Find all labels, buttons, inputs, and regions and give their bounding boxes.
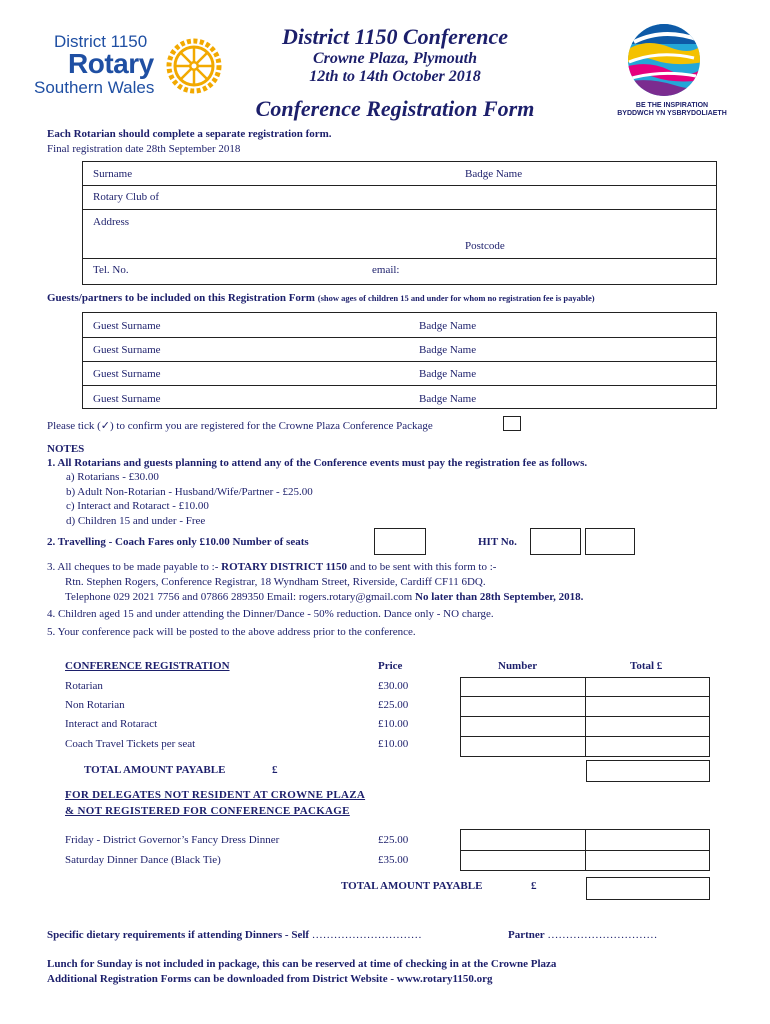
reg-item-price: £10.00 [378,718,409,730]
total-column-header: Total £ [630,660,663,672]
rotary-club-field[interactable]: Rotary Club of [93,191,159,203]
number-column-header: Number [498,660,538,672]
delegates-heading-2: & NOT REGISTERED FOR CONFERENCE PACKAGE [65,805,350,817]
note-3-deadline: No later than 28th September, 2018. [415,591,584,603]
theme-logo [612,22,732,122]
dietary-partner [508,929,657,941]
delegates-total-input[interactable] [586,877,710,900]
reg-item-price: £30.00 [378,680,409,692]
note-3-address: Rtn. Stephen Rogers, Conference Registrar, 18 Wyndham Street, Riverside, Cardiff CF11 6DQ. [65,576,486,588]
dietary-self-input[interactable]: ………………………… [311,929,422,941]
footer-download-note: Additional Registration Forms can be downloaded from District Website - www.rotary1150.org [47,973,493,985]
logo-rotary-text: Rotary [68,48,154,79]
logo-region-text: Southern Wales [34,78,155,97]
guest-surname-field[interactable]: Guest Surname [93,320,161,332]
surname-field[interactable]: Surname [93,168,133,180]
hit-no-label: HIT No. [478,536,517,548]
registration-total-currency: £ [272,764,278,776]
dinner-item-label: Friday - District Governor’s Fancy Dress Dinner [65,834,280,846]
dinner-item-price: £25.00 [378,834,409,846]
conference-dates: 12th to 14th October 2018 [309,68,481,85]
dinner-item-price: £35.00 [378,854,409,866]
badge-name-field[interactable]: Badge Name [465,168,523,180]
guest-badge-field[interactable]: Badge Name [419,368,477,380]
theme-tagline-cy: BYDDWCH YN YSBRYDOLIAETH [617,110,727,117]
dinner-item-label: Saturday Dinner Dance (Black Tie) [65,854,221,866]
address-field[interactable]: Address [93,216,130,228]
theme-emblem-icon [624,22,704,100]
guest-surname-field[interactable]: Guest Surname [93,344,161,356]
reg-item-label: Rotarian [65,680,103,692]
footer-lunch-note: Lunch for Sunday is not included in package, this can be reserved at time of checking in at the Crowne Plaza [47,958,557,970]
note-3-suffix: and to be sent with this form to :- [347,561,497,573]
fee-non-rotarian: b) Adult Non-Rotarian - Husband/Wife/Partner - £25.00 [66,486,313,498]
guest-badge-field[interactable]: Badge Name [419,320,477,332]
dietary-partner-input[interactable]: ………………………… [547,929,658,941]
theme-tagline-en: BE THE INSPIRATION [635,102,709,109]
registration-total-label: TOTAL AMOUNT PAYABLE [84,764,226,776]
note-5: 5. Your conference pack will be posted to the above address prior to the conference. [47,626,416,638]
reg-item-label: Non Rotarian [65,699,125,711]
note-4: 4. Children aged 15 and under attending the Dinner/Dance - 50% reduction. Dance only - NO charge. [47,608,494,620]
reg-item-label: Coach Travel Tickets per seat [65,738,196,750]
logo-district-text: District 1150 [54,32,148,51]
conference-venue: Crowne Plaza, Plymouth [312,50,478,67]
guests-heading-note: (show ages of children 15 and under for whom no registration fee is payable) [317,293,595,303]
rotarian-details-box [82,161,717,285]
delegates-total-currency: £ [531,880,537,892]
conference-title: District 1150 Conference [281,24,509,49]
reg-item-price: £10.00 [378,738,409,750]
note-1: 1. All Rotarians and guests planning to attend any of the Conference events must pay the registration fee as follows. [47,457,588,469]
postcode-field[interactable]: Postcode [465,240,505,252]
fee-rotarian: a) Rotarians - £30.00 [66,471,159,483]
district-logo [34,32,204,102]
number-of-seats-input[interactable] [374,528,426,555]
form-title: Conference Registration Form [255,96,535,121]
hit-no-input-1[interactable] [530,528,581,555]
guest-surname-field[interactable]: Guest Surname [93,368,161,380]
note-3 [47,561,496,573]
price-column-header: Price [378,660,403,672]
dietary-label: Specific dietary requirements if attending Dinners - Self [47,929,310,941]
package-tick-label: Please tick (✓) to confirm you are registered for the Crowne Plaza Conference Package [47,420,433,432]
delegates-total-label: TOTAL AMOUNT PAYABLE [341,880,483,892]
reg-item-price: £25.00 [378,699,409,711]
guest-surname-field[interactable]: Guest Surname [93,393,161,405]
registration-heading: CONFERENCE REGISTRATION [65,660,230,672]
intro-line-2: Final registration date 28th September 2018 [47,143,241,155]
guest-badge-field[interactable]: Badge Name [419,344,477,356]
note-3-prefix: 3. All cheques to be made payable to :- [47,561,222,573]
delegates-heading-1: FOR DELEGATES NOT RESIDENT AT CROWNE PLAZA [65,789,366,801]
dietary-line [47,929,422,941]
email-field[interactable]: email: [372,264,400,276]
notes-heading: NOTES [47,443,85,455]
hit-no-input-2[interactable] [585,528,635,555]
guest-badge-field[interactable]: Badge Name [419,393,477,405]
note-2: 2. Travelling - Coach Fares only £10.00 Number of seats [47,536,309,548]
dietary-partner-label: Partner [508,929,545,941]
note-3-contact [65,591,583,603]
note-3-payee: ROTARY DISTRICT 1150 [221,561,348,573]
intro-line-1: Each Rotarian should complete a separate registration form. [47,128,332,140]
note-3-phone-email: Telephone 029 2021 7756 and 07866 289350 Email: rogers.rotary@gmail.com [65,591,415,603]
rotary-wheel-icon [166,38,222,94]
fee-children: d) Children 15 and under - Free [66,515,206,527]
guests-heading-text: Guests/partners to be included on this Registration Form [47,292,315,304]
guests-heading [47,292,595,304]
fee-interact: c) Interact and Rotaract - £10.00 [66,500,209,512]
reg-item-label: Interact and Rotaract [65,718,158,730]
package-tick-checkbox[interactable] [503,416,521,431]
registration-total-input[interactable] [586,760,710,782]
tel-field[interactable]: Tel. No. [93,264,129,276]
